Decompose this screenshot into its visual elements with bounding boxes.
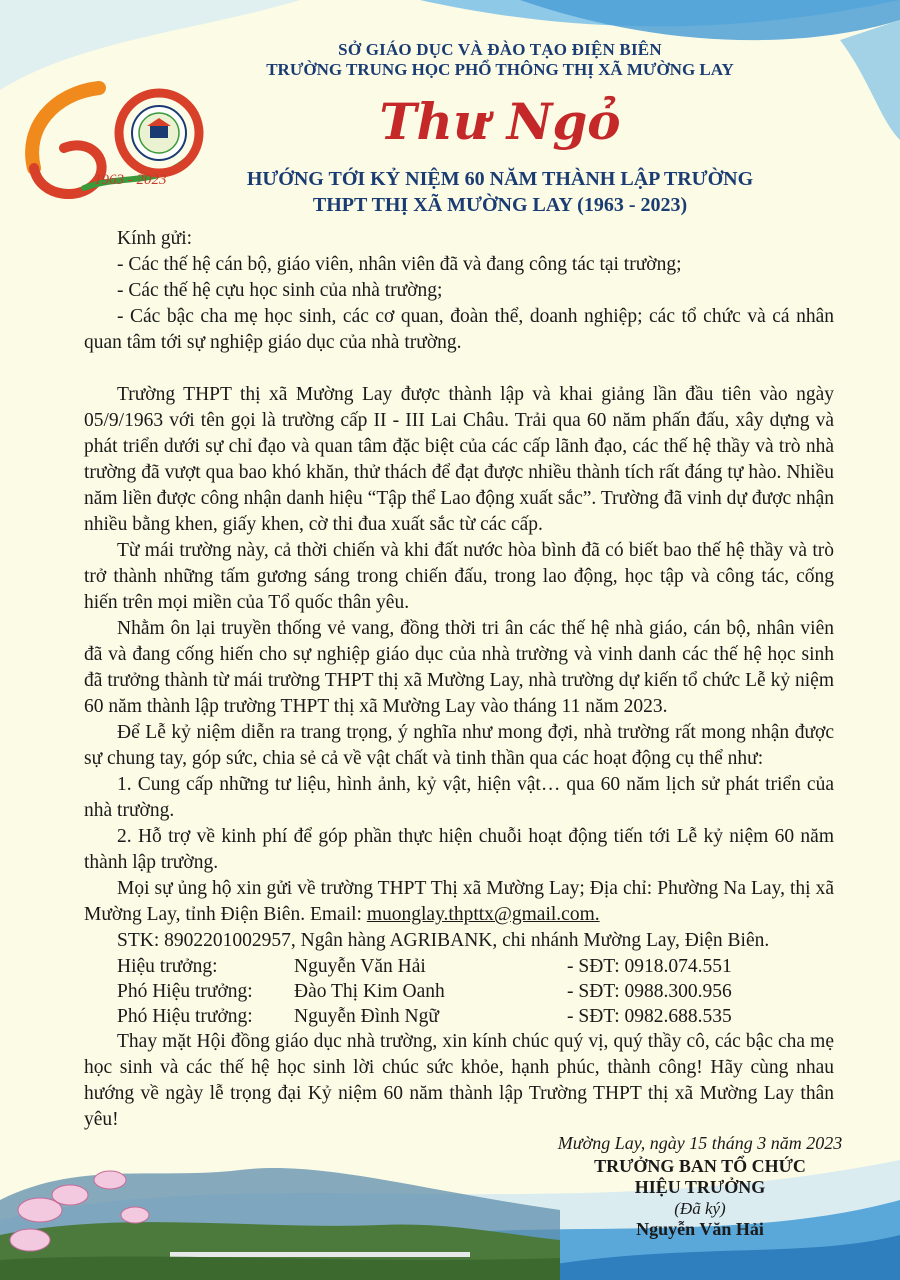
letter-subtitle-line2: THPT THỊ XÃ MƯỜNG LAY (1963 - 2023) — [312, 194, 688, 216]
paragraph: Để Lễ kỷ niệm diễn ra trang trọng, ý nghĩa như mong đợi, nhà trường rất mong nhận được sự chung tay, góp sức, chia sẻ cả về vật chất và tinh thần qua các hoạt động cụ thể như: — [84, 722, 834, 769]
landscape-illustration — [0, 1140, 560, 1280]
contact-row — [117, 954, 834, 979]
letter-title: Thư Ngỏ — [379, 92, 621, 151]
support-item: 2. Hỗ trợ về kinh phí để góp phần thực hiện chuỗi hoạt động tiến tới Lễ kỷ niệm 60 năm thành lập trường. — [84, 826, 834, 873]
contact-role: Hiệu trưởng: — [117, 956, 218, 977]
paragraph: Từ mái trường này, cả thời chiến và khi đất nước hòa bình đã có biết bao thế hệ thầy và trò trở thành những tấm gương sáng trong chiến đấu, trong lao động, học tập và công tác, cống hiến trên mọi miền của Tổ quốc thân yêu. — [84, 540, 834, 613]
contact-phone: - SĐT: 0988.300.956 — [567, 981, 732, 1002]
address-text: Mọi sự ủng hộ xin gửi về trường THPT Thị xã Mường Lay; Địa chỉ: Phường Na Lay, thị xã Mường Lay, tỉnh Điện Biên. Email: — [84, 878, 834, 925]
signer-name: Nguyễn Văn Hải — [636, 1219, 764, 1239]
signer-title: HIỆU TRƯỞNG — [634, 1177, 766, 1197]
address-paragraph — [84, 876, 834, 928]
contact-name: Nguyễn Đình Ngữ — [294, 1006, 439, 1027]
contact-row — [117, 1004, 834, 1029]
department-name: SỞ GIÁO DỤC VÀ ĐÀO TẠO ĐIỆN BIÊN — [338, 40, 662, 59]
bank-account: STK: 8902201002957, Ngân hàng AGRIBANK, chi nhánh Mường Lay, Điện Biên. — [117, 930, 770, 951]
email-link[interactable]: muonglay.thpttx@gmail.com. — [366, 904, 600, 925]
contact-row — [117, 979, 834, 1004]
contact-list — [117, 954, 834, 1029]
contact-phone: - SĐT: 0982.688.535 — [567, 1006, 732, 1027]
recipient-item: - Các bậc cha mẹ học sinh, các cơ quan, đoàn thể, doanh nghiệp; các tổ chức và cá nhân quan tâm tới sự nghiệp giáo dục của nhà trường. — [84, 306, 834, 353]
paragraph: Trường THPT thị xã Mường Lay được thành lập và khai giảng lần đầu tiên vào ngày 05/9/1963 với tên gọi là trường cấp II - III Lai Châu. Trải qua 60 năm phấn đấu, xây dựng và phát triển dưới sự chỉ đạo và quan tâm đặc biệt của các cấp lãnh đạo, các thế hệ thầy và trò nhà trường đã vượt qua bao khó khăn, thử thách để đạt được nhiều thành tích rất đáng tự hào. Nhiều năm liền được công nhận danh hiệu “Tập thể Lao động xuất sắc”. Trường đã vinh dự được nhận nhiều bằng khen, giấy khen, cờ thi đua xuất sắc từ các cấp. — [84, 384, 834, 535]
place-date: Mường Lay, ngày 15 tháng 3 năm 2023 — [557, 1133, 843, 1153]
contact-phone: - SĐT: 0918.074.551 — [567, 956, 732, 977]
recipient-item: - Các thế hệ cán bộ, giáo viên, nhân viên đã và đang công tác tại trường; — [117, 254, 682, 275]
logo-years: 1963 - 2023 — [94, 172, 167, 188]
contact-role: Phó Hiệu trưởng: — [117, 981, 253, 1002]
support-item: 1. Cung cấp những tư liệu, hình ảnh, kỷ vật, hiện vật… qua 60 năm lịch sử phát triển của nhà trường. — [84, 774, 834, 821]
school-name: TRƯỜNG TRUNG HỌC PHỔ THÔNG THỊ XÃ MƯỜNG LAY — [266, 60, 734, 79]
letter-subtitle-line1: HƯỚNG TỚI KỶ NIỆM 60 NĂM THÀNH LẬP TRƯỜNG — [246, 168, 754, 190]
signer-organization: TRƯỞNG BAN TỔ CHỨC — [594, 1156, 806, 1176]
contact-name: Đào Thị Kim Oanh — [294, 981, 445, 1002]
contact-name: Nguyễn Văn Hải — [294, 956, 426, 977]
signed-note: (Đã ký) — [674, 1199, 726, 1218]
closing-paragraph: Thay mặt Hội đồng giáo dục nhà trường, xin kính chúc quý vị, quý thầy cô, các bậc cha mẹ học sinh và các thế hệ học sinh lời chúc sức khỏe, hạnh phúc, thành công! Hãy cùng nhau hướng về ngày lễ trọng đại Kỷ niệm 60 năm thành lập Trường THPT thị xã Mường Lay thân yêu! — [84, 1031, 834, 1130]
paragraph: Nhằm ôn lại truyền thống vẻ vang, đồng thời tri ân các thế hệ nhà giáo, cán bộ, nhân viên đã và đang cống hiến cho sự nghiệp giáo dục của nhà trường và vinh danh các thế hệ học sinh đã trưởng thành từ mái trường THPT thị xã Mường Lay, nhà trường dự kiến tổ chức Lễ kỷ niệm 60 năm thành lập trường THPT thị xã Mường Lay vào tháng 11 năm 2023. — [84, 618, 834, 717]
contact-role: Phó Hiệu trưởng: — [117, 1006, 253, 1027]
letter-body — [84, 226, 834, 1133]
recipient-item: - Các thế hệ cựu học sinh của nhà trường; — [117, 280, 443, 301]
greeting: Kính gửi: — [117, 228, 193, 249]
